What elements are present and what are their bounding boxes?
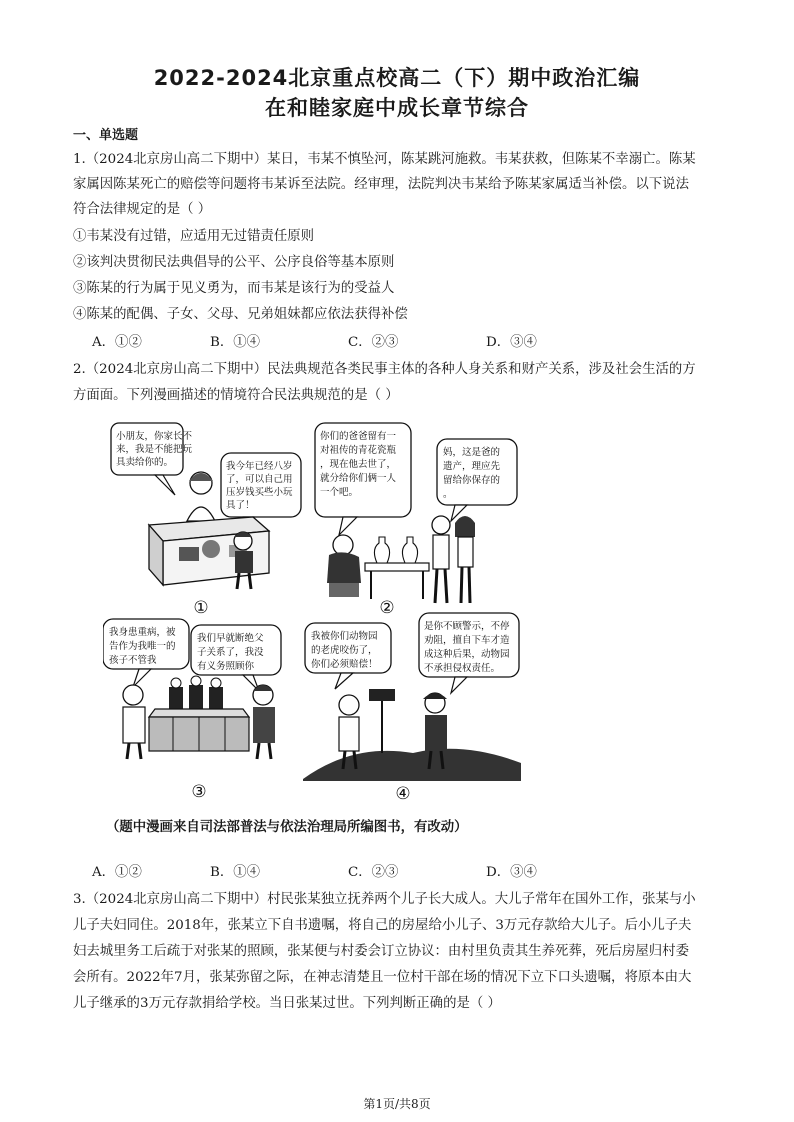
bubble-text: ，现在他去世了， bbox=[320, 459, 397, 470]
q2-option-d[interactable]: D．③④ bbox=[486, 865, 537, 880]
q1-option-d[interactable]: D．③④ bbox=[486, 335, 537, 350]
panel-number: ④ bbox=[395, 784, 411, 803]
bubble-text: 具卖给你的。 bbox=[116, 457, 174, 468]
q1-stem-line: 1.（2024北京房山高二下期中）某日，韦某不慎坠河，陈某跳河施救。韦某获救，但陈某不幸溺亡。陈某 bbox=[73, 152, 696, 167]
q1-option-a[interactable]: A．①② bbox=[92, 335, 142, 350]
q1-option-c[interactable]: C．②③ bbox=[348, 335, 399, 350]
panel-number: ① bbox=[193, 598, 209, 618]
q1-option-b[interactable]: B．①④ bbox=[210, 335, 261, 350]
bubble-text: 子关系了，我没 bbox=[197, 647, 264, 658]
q3-stem-line: 妇去城里务工后疏于对张某的照顾，张某便与村委会订立协议：由村里负责其生养死葬，死后房屋归村委 bbox=[73, 944, 689, 959]
q2-option-a[interactable]: A．①② bbox=[92, 865, 142, 880]
comic-caption: （题中漫画来自司法部普法与依法治理局所编图书，有改动） bbox=[106, 819, 468, 835]
bubble-text: 对祖传的青花瓷瓶 bbox=[320, 445, 397, 456]
comic-panel-3 bbox=[103, 619, 281, 802]
q3-stem-line: 儿子继承的3万元存款捐给学校。当日张某过世。下列判断正确的是（ ） bbox=[73, 996, 501, 1011]
q1-statement: ③陈某的行为属于见义勇为，而韦某是该行为的受益人 bbox=[73, 281, 395, 296]
bubble-text: 压岁钱买些小玩 bbox=[226, 487, 293, 498]
panel-number: ② bbox=[379, 598, 395, 618]
bubble-text: 我身患重病，被 bbox=[109, 627, 176, 638]
q3-stem-line: 3.（2024北京房山高二下期中）村民张某独立抚养两个儿子长大成人。大儿子常年在国外工作，张某与小 bbox=[73, 892, 696, 907]
bubble-text: 具了！ bbox=[226, 500, 255, 511]
comic-panel-4 bbox=[303, 613, 521, 803]
q1-stem-line: 家属因陈某死亡的赔偿等问题将韦某诉至法院。经审理，法院判决韦某给予陈某家属适当补偿。以下说法 bbox=[73, 177, 689, 192]
bubble-text: 我们早就断绝父 bbox=[197, 633, 264, 644]
bubble-text: 劝阻，擅自下车才造 bbox=[424, 635, 510, 646]
bubble-text: 小朋友，你家长不 bbox=[116, 431, 193, 442]
bubble-text: 告作为我唯一的 bbox=[109, 641, 176, 652]
page-number: 第1页/共8页 bbox=[363, 1097, 431, 1111]
section-heading: 一、单选题 bbox=[73, 128, 139, 143]
bubble-text: 是你不顾警示，不停 bbox=[424, 621, 510, 632]
q2-option-b[interactable]: B．①④ bbox=[210, 865, 261, 880]
bubble-text: 不承担侵权责任。 bbox=[424, 663, 501, 674]
bubble-text: 了，可以自己用 bbox=[226, 474, 293, 485]
bubble-text: 你们必须赔偿！ bbox=[311, 659, 378, 670]
comic-panel-1 bbox=[111, 423, 301, 618]
bubble-text: 有义务照顾你 bbox=[197, 661, 255, 672]
bubble-text: 留给你保存的 bbox=[443, 475, 501, 486]
comic-panel-2 bbox=[315, 423, 517, 618]
q2-stem-line: 2.（2024北京房山高二下期中）民法典规范各类民事主体的各种人身关系和财产关系，涉及社会生活的方 bbox=[73, 362, 696, 377]
bubble-text: 孩子不管我 bbox=[109, 655, 157, 666]
q1-stem-line: 符合法律规定的是（ ） bbox=[73, 202, 212, 217]
q3-stem-line: 儿子夫妇同住。2018年，张某立下自书遗嘱，将自己的房屋给小儿子、3万元存款给大儿子。后小儿子夫 bbox=[73, 918, 692, 933]
bubble-text: 你们的爸爸留有一 bbox=[320, 431, 397, 442]
q3-stem-line: 会所有。2022年7月，张某弥留之际，在神志清楚且一位村干部在场的情况下立下口头遗嘱，将原本由大 bbox=[73, 970, 692, 985]
bubble-text: 成这种后果，动物园 bbox=[424, 649, 510, 660]
bubble-text: 来，我是不能把玩 bbox=[116, 444, 193, 455]
bubble-text: 妈，这是爸的 bbox=[443, 447, 501, 458]
bubble-text: 的老虎咬伤了， bbox=[311, 645, 378, 656]
bubble-text: 我今年已经八岁 bbox=[226, 461, 293, 472]
comic-illustration bbox=[103, 413, 523, 803]
q1-statement: ②该判决贯彻民法典倡导的公平、公序良俗等基本原则 bbox=[73, 255, 395, 270]
bubble-text: 。 bbox=[443, 489, 453, 500]
bubble-text: 遗产，理应先 bbox=[443, 461, 501, 472]
panel-number: ③ bbox=[191, 782, 207, 802]
q2-option-c[interactable]: C．②③ bbox=[348, 865, 399, 880]
page-title-line2: 在和睦家庭中成长章节综合 bbox=[265, 96, 529, 120]
bubble-text: 一个吧。 bbox=[320, 487, 359, 498]
bubble-text: 就分给你们俩一人 bbox=[320, 473, 397, 484]
q2-stem-line: 方面面。下列漫画描述的情境符合民法典规范的是（ ） bbox=[73, 388, 399, 403]
q1-statement: ④陈某的配偶、子女、父母、兄弟姐妹都应依法获得补偿 bbox=[73, 307, 408, 322]
page-title-line1: 2022-2024北京重点校高二（下）期中政治汇编 bbox=[153, 66, 641, 90]
q1-statement: ①韦某没有过错，应适用无过错责任原则 bbox=[73, 229, 315, 244]
bubble-text: 我被你们动物园 bbox=[311, 631, 378, 642]
